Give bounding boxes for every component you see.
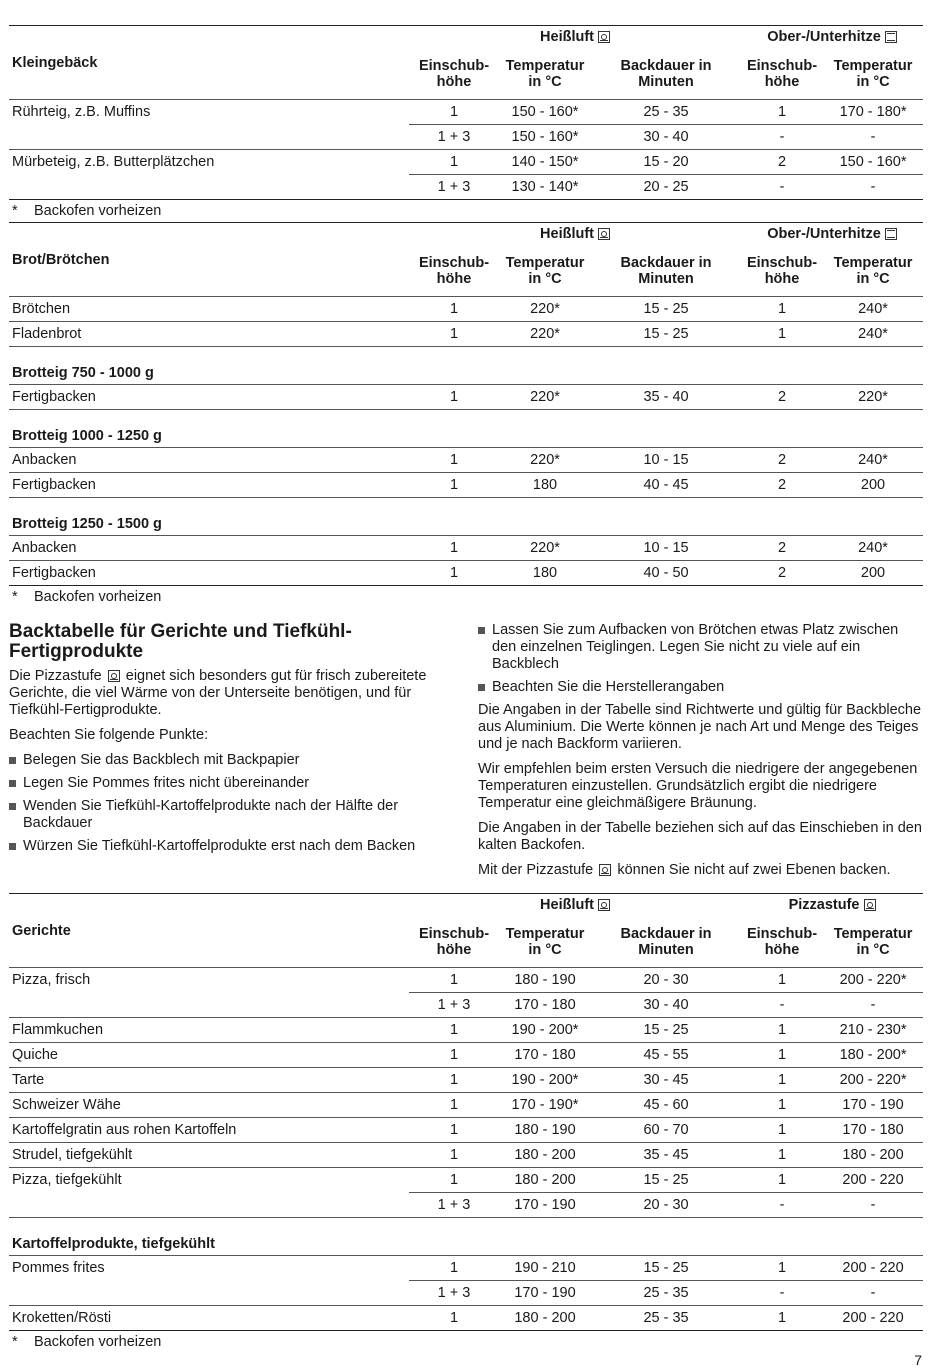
header-einschub-2: Einschub-höhe [746,925,818,958]
intro-paragraph: Die Pizzastufe eignet sich besonders gut für frisch zubereitete Gerichte, die viel Wärme von der Unterseite benötigen, und für Tiefkühl-Fertigprodukte. [9,668,427,718]
cell-temperatur: 150 - 160* [499,125,591,150]
list-item: Beachten Sie die Herstellerangaben [478,679,923,696]
cell-temperatur: 190 - 200* [499,1018,591,1043]
table-row [9,125,923,150]
group-heissluft: Heißluft [409,894,741,917]
header-temperatur: Temperatur in °C [505,57,585,90]
header-einschub-2: Einschub-höhe [746,254,818,287]
cell-name: Strudel, tiefgekühlt [9,1143,409,1168]
cell-backdauer: 30 - 45 [591,1068,741,1093]
cell-temperatur: 220* [499,385,591,410]
cell-name: Kartoffelgratin aus rohen Kartoffeln [9,1118,409,1143]
cell-name [9,175,409,200]
square-bullet-icon [9,780,16,787]
cell-einschub-2: - [741,175,823,200]
cell-temperatur-2: - [823,1281,923,1306]
table-kleingebaeck [9,25,923,222]
section-title: Backtabelle für Gerichte und Tiefkühl-Fertigprodukte [9,621,352,662]
cell-temperatur-2: 240* [823,322,923,347]
cell-backdauer: 10 - 15 [591,536,741,561]
cell-backdauer: 15 - 25 [591,1256,741,1281]
bullet-list-left [9,752,449,855]
cell-temperatur: 180 - 200 [499,1306,591,1331]
cell-einschub-2: 1 [741,100,823,125]
table-row [9,1043,923,1068]
cell-einschub: 1 [409,322,499,347]
cell-temperatur: 180 [499,561,591,586]
cell-backdauer: 35 - 40 [591,385,741,410]
top-bottom-heat-icon [885,228,897,240]
cell-backdauer: 60 - 70 [591,1118,741,1143]
cell-temperatur: 150 - 160* [499,100,591,125]
cell-name: Schweizer Wähe [9,1093,409,1118]
cell-temperatur-2: - [823,993,923,1018]
cell-name [9,1281,409,1306]
bullet-list-right [478,622,923,696]
header-einschub: Einschub-höhe [418,925,490,958]
cell-einschub-2: - [741,1193,823,1218]
cell-name: Pommes frites [9,1256,409,1281]
footnote: * Backofen vorheizen [12,589,162,605]
cell-temperatur-2: 200 - 220* [823,968,923,993]
cell-einschub-2: 2 [741,448,823,473]
header-backdauer: Backdauer in Minuten [620,254,712,287]
header-einschub: Einschub-höhe [418,57,490,90]
group-ober-unterhitze: Ober-/Unterhitze [741,26,923,49]
table-row [9,175,923,200]
cell-backdauer: 20 - 25 [591,175,741,200]
cell-einschub: 1 [409,968,499,993]
cell-einschub: 1 + 3 [409,1193,499,1218]
cell-temperatur-2: 170 - 180 [823,1118,923,1143]
points-intro: Beachten Sie folgende Punkte: [9,727,209,743]
cell-backdauer: 45 - 60 [591,1093,741,1118]
cell-einschub: 1 [409,1093,499,1118]
square-bullet-icon [9,843,16,850]
cell-backdauer: 10 - 15 [591,448,741,473]
header-temperatur-2: Temperatur in °C [833,57,913,90]
cell-einschub-2: - [741,993,823,1018]
cell-einschub-2: 1 [741,1068,823,1093]
cell-name: Mürbeteig, z.B. Butterplätzchen [9,150,409,175]
text-section [9,622,923,887]
hot-air-fan-icon [598,31,610,43]
section-heading: Brotteig 1250 - 1500 g [9,498,923,536]
text-column-right [478,622,923,887]
cell-einschub: 1 [409,1068,499,1093]
cell-name: Fertigbacken [9,473,409,498]
cell-einschub-2: 2 [741,536,823,561]
cell-backdauer: 15 - 25 [591,1018,741,1043]
cell-einschub-2: 1 [741,1118,823,1143]
cell-einschub-2: 1 [741,1143,823,1168]
list-item: Belegen Sie das Backblech mit Backpapier [9,752,449,769]
cell-temperatur-2: 220* [823,385,923,410]
cell-backdauer: 25 - 35 [591,100,741,125]
cell-backdauer: 30 - 40 [591,125,741,150]
table-row [9,993,923,1018]
table-row [9,1093,923,1118]
cell-temperatur: 220* [499,536,591,561]
cell-einschub-2: 2 [741,561,823,586]
cell-temperatur: 180 [499,473,591,498]
table-row [9,297,923,322]
cell-temperatur: 190 - 200* [499,1068,591,1093]
cell-einschub: 1 [409,1168,499,1193]
text-column-left [9,622,449,887]
cell-einschub: 1 + 3 [409,175,499,200]
cell-einschub: 1 [409,1306,499,1331]
cell-einschub-2: 1 [741,1306,823,1331]
cell-temperatur-2: 170 - 190 [823,1093,923,1118]
square-bullet-icon [9,803,16,810]
top-bottom-heat-icon [885,31,897,43]
cell-backdauer: 25 - 35 [591,1281,741,1306]
paragraph-empfehlung: Wir empfehlen beim ersten Versuch die niedrigere der angegebenen Temperaturen einzustellen. Grundsätzlich ergibt die niedrigere Temperatur eine gleichmäßigere Bräunung. [478,761,918,811]
cell-einschub: 1 + 3 [409,993,499,1018]
table-row [9,150,923,175]
cell-temperatur-2: 240* [823,448,923,473]
cell-temperatur: 130 - 140* [499,175,591,200]
cell-einschub-2: - [741,125,823,150]
cell-name: Fertigbacken [9,561,409,586]
table-gerichte [9,893,923,1353]
cell-einschub: 1 + 3 [409,1281,499,1306]
header-temperatur-2: Temperatur in °C [833,254,913,287]
cell-einschub-2: 1 [741,322,823,347]
cell-backdauer: 20 - 30 [591,1193,741,1218]
cell-name [9,993,409,1018]
page [9,25,923,1353]
header-temperatur: Temperatur in °C [505,254,585,287]
header-name: Kleingebäck [12,55,98,71]
cell-einschub-2: 1 [741,1093,823,1118]
cell-temperatur-2: 200 - 220 [823,1168,923,1193]
cell-name: Pizza, frisch [9,968,409,993]
cell-temperatur-2: 180 - 200* [823,1043,923,1068]
group-heissluft: Heißluft [409,26,741,49]
cell-backdauer: 40 - 45 [591,473,741,498]
list-item: Würzen Sie Tiefkühl-Kartoffelprodukte erst nach dem Backen [9,838,449,855]
table-row [9,322,923,347]
cell-temperatur-2: 170 - 180* [823,100,923,125]
cell-einschub: 1 [409,1143,499,1168]
cell-einschub: 1 [409,1118,499,1143]
pizza-setting-icon [599,864,611,876]
header-einschub-2: Einschub-höhe [746,57,818,90]
cell-backdauer: 25 - 35 [591,1306,741,1331]
square-bullet-icon [9,757,16,764]
table-row [9,1168,923,1193]
cell-temperatur-2: 200 [823,473,923,498]
header-einschub: Einschub-höhe [418,254,490,287]
cell-backdauer: 15 - 25 [591,297,741,322]
cell-temperatur: 170 - 190 [499,1281,591,1306]
cell-name: Pizza, tiefgekühlt [9,1168,409,1193]
header-name: Gerichte [12,923,71,939]
cell-temperatur-2: 150 - 160* [823,150,923,175]
table-row [9,1118,923,1143]
table-row [9,1143,923,1168]
header-name: Brot/Brötchen [12,252,110,268]
table-row [9,1068,923,1093]
section-heading: Brotteig 750 - 1000 g [9,347,923,385]
cell-backdauer: 15 - 25 [591,1168,741,1193]
section-heading: Brotteig 1000 - 1250 g [9,410,923,448]
cell-temperatur: 180 - 200 [499,1143,591,1168]
table-row [9,536,923,561]
group-ober-unterhitze: Ober-/Unterhitze [741,223,923,246]
cell-einschub-2: 1 [741,1043,823,1068]
cell-temperatur-2: - [823,1193,923,1218]
cell-name: Fertigbacken [9,385,409,410]
cell-einschub: 1 [409,448,499,473]
cell-einschub: 1 [409,297,499,322]
cell-backdauer: 15 - 25 [591,322,741,347]
cell-temperatur: 170 - 190* [499,1093,591,1118]
cell-temperatur-2: 200 [823,561,923,586]
cell-name [9,1193,409,1218]
cell-temperatur: 170 - 190 [499,1193,591,1218]
cell-temperatur: 180 - 190 [499,1118,591,1143]
group-heissluft: Heißluft [409,223,741,246]
cell-temperatur: 170 - 180 [499,1043,591,1068]
cell-name: Tarte [9,1068,409,1093]
square-bullet-icon [478,627,485,634]
cell-name: Anbacken [9,448,409,473]
header-backdauer: Backdauer in Minuten [620,925,712,958]
cell-einschub: 1 [409,473,499,498]
cell-einschub: 1 [409,561,499,586]
table-row [9,1256,923,1281]
table-row [9,448,923,473]
cell-temperatur-2: 240* [823,297,923,322]
cell-temperatur: 170 - 180 [499,993,591,1018]
list-item: Wenden Sie Tiefkühl-Kartoffelprodukte nach der Hälfte der Backdauer [9,798,449,832]
cell-temperatur-2: 180 - 200 [823,1143,923,1168]
cell-einschub-2: 2 [741,150,823,175]
table-row [9,968,923,993]
cell-name: Anbacken [9,536,409,561]
cell-einschub: 1 [409,1043,499,1068]
table-row [9,473,923,498]
list-item: Legen Sie Pommes frites nicht übereinander [9,775,449,792]
cell-temperatur: 220* [499,322,591,347]
cell-backdauer: 40 - 50 [591,561,741,586]
cell-einschub: 1 [409,536,499,561]
cell-temperatur: 180 - 200 [499,1168,591,1193]
list-item: Lassen Sie zum Aufbacken von Brötchen etwas Platz zwischen den einzelnen Teiglingen. Legen Sie nicht zu viele auf ein Backblech [478,622,923,673]
cell-backdauer: 15 - 20 [591,150,741,175]
cell-temperatur: 180 - 190 [499,968,591,993]
cell-einschub-2: - [741,1281,823,1306]
cell-einschub: 1 [409,100,499,125]
square-bullet-icon [478,684,485,691]
page-number: 7 [914,1352,922,1368]
cell-einschub-2: 1 [741,1256,823,1281]
cell-temperatur: 220* [499,448,591,473]
cell-temperatur-2: - [823,175,923,200]
cell-backdauer: 45 - 55 [591,1043,741,1068]
hot-air-fan-icon [598,899,610,911]
cell-einschub-2: 1 [741,297,823,322]
cell-temperatur-2: 200 - 220 [823,1256,923,1281]
cell-name: Quiche [9,1043,409,1068]
table-row [9,1193,923,1218]
cell-temperatur-2: 210 - 230* [823,1018,923,1043]
group-pizzastufe: Pizzastufe [741,894,923,917]
cell-temperatur: 190 - 210 [499,1256,591,1281]
pizza-setting-icon [864,899,876,911]
cell-einschub: 1 [409,1256,499,1281]
cell-einschub: 1 + 3 [409,125,499,150]
cell-einschub-2: 2 [741,385,823,410]
hot-air-fan-icon [598,228,610,240]
table-row [9,100,923,125]
paragraph-pizzastufe: Mit der Pizzastufe können Sie nicht auf zwei Ebenen backen. [478,862,891,878]
paragraph-kalter-ofen: Die Angaben in der Tabelle beziehen sich auf das Einschieben in den kalten Backofen. [478,820,922,853]
cell-einschub-2: 1 [741,1018,823,1043]
cell-einschub: 1 [409,1018,499,1043]
cell-temperatur-2: - [823,125,923,150]
cell-einschub-2: 2 [741,473,823,498]
cell-name: Flammkuchen [9,1018,409,1043]
header-temperatur-2: Temperatur in °C [833,925,913,958]
pizza-setting-icon [108,670,120,682]
table-section-row [9,347,923,385]
cell-temperatur-2: 200 - 220 [823,1306,923,1331]
table-row [9,1018,923,1043]
cell-temperatur: 220* [499,297,591,322]
cell-name: Rührteig, z.B. Muffins [9,100,409,125]
cell-name [9,125,409,150]
cell-backdauer: 20 - 30 [591,968,741,993]
cell-einschub-2: 1 [741,968,823,993]
table-row [9,561,923,586]
table-section-row [9,1218,923,1256]
table-row [9,1281,923,1306]
header-temperatur: Temperatur in °C [505,925,585,958]
section-heading: Kartoffelprodukte, tiefgekühlt [9,1218,923,1256]
cell-name: Kroketten/Rösti [9,1306,409,1331]
cell-einschub: 1 [409,385,499,410]
table-row [9,385,923,410]
cell-temperatur-2: 240* [823,536,923,561]
table-section-row [9,498,923,536]
cell-einschub: 1 [409,150,499,175]
cell-backdauer: 30 - 40 [591,993,741,1018]
paragraph-richtwerte: Die Angaben in der Tabelle sind Richtwerte und gültig für Backbleche aus Aluminium. Die Werte können je nach Art und Menge des Teiges und je nach Backform variieren. [478,702,922,752]
cell-backdauer: 35 - 45 [591,1143,741,1168]
cell-name: Brötchen [9,297,409,322]
cell-temperatur-2: 200 - 220* [823,1068,923,1093]
table-brot [9,222,923,608]
table-row [9,1306,923,1331]
cell-einschub-2: 1 [741,1168,823,1193]
footnote: * Backofen vorheizen [12,203,162,219]
footnote: * Backofen vorheizen [12,1334,162,1350]
cell-temperatur: 140 - 150* [499,150,591,175]
cell-name: Fladenbrot [9,322,409,347]
table-section-row [9,410,923,448]
header-backdauer: Backdauer in Minuten [620,57,712,90]
